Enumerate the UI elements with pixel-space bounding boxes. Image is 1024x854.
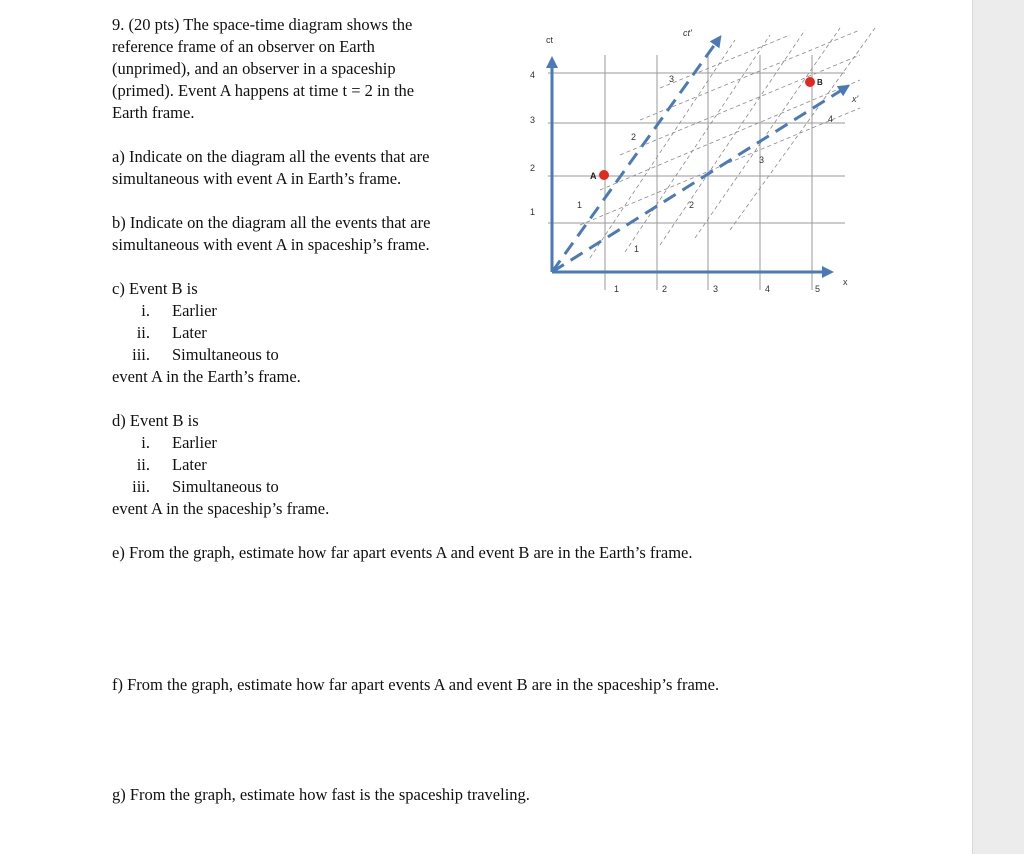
option-numeral: ii. bbox=[136, 323, 150, 342]
primed-grid-line bbox=[695, 28, 840, 238]
option-numeral: i. bbox=[141, 433, 150, 452]
part-d-option-i bbox=[112, 432, 217, 454]
event-b-label: B bbox=[817, 78, 823, 87]
question-line-1: 9. (20 pts) The space-time diagram shows the bbox=[112, 15, 413, 34]
primed-grid-line bbox=[620, 55, 860, 155]
part-b-line-1: b) Indicate on the diagram all the events that are bbox=[112, 213, 431, 232]
option-text: Earlier bbox=[172, 433, 217, 452]
event-a-marker bbox=[599, 170, 609, 180]
x-prime-tick-label: 1 bbox=[634, 244, 640, 254]
part-c-option-iii bbox=[112, 344, 279, 366]
part-c-option-i bbox=[112, 300, 217, 322]
question-line-3: (unprimed), and an observer in a spaceship bbox=[112, 59, 396, 78]
x-tick-label: 1 bbox=[614, 284, 620, 294]
event-a-label: A bbox=[590, 171, 597, 181]
ct-prime-tick-label: 3 bbox=[669, 74, 675, 84]
part-e: e) From the graph, estimate how far apart events A and event B are in the Earth’s frame. bbox=[112, 543, 693, 562]
x-prime-tick-label: 2 bbox=[689, 200, 695, 210]
option-text: Later bbox=[172, 323, 207, 342]
right-sidebar-panel bbox=[972, 0, 1024, 854]
ct-tick-label: 4 bbox=[530, 70, 536, 80]
part-d-tail: event A in the spaceship’s frame. bbox=[112, 499, 330, 518]
x-prime-tick-label: 4 bbox=[828, 114, 834, 124]
x-tick-label: 5 bbox=[815, 284, 821, 294]
ct-prime-tick-label: 2 bbox=[631, 132, 637, 142]
x-prime-tick-label: 3 bbox=[759, 155, 765, 165]
part-c-tail: event A in the Earth’s frame. bbox=[112, 367, 301, 386]
part-g: g) From the graph, estimate how fast is the spaceship traveling. bbox=[112, 785, 530, 804]
x-tick-label: 2 bbox=[662, 284, 668, 294]
option-numeral: ii. bbox=[136, 455, 150, 474]
x-tick-label: 4 bbox=[765, 284, 771, 294]
x-axis-label: x bbox=[843, 277, 848, 287]
x-prime-axis-label: x' bbox=[852, 94, 859, 104]
option-text: Simultaneous to bbox=[172, 345, 279, 364]
part-a-line-1: a) Indicate on the diagram all the events that are bbox=[112, 147, 430, 166]
ct-axis-label: ct bbox=[546, 35, 554, 45]
part-b-line-2: simultaneous with event A in spaceship’s frame. bbox=[112, 235, 430, 254]
part-c-stem: c) Event B is bbox=[112, 279, 198, 298]
event-b-marker bbox=[805, 77, 815, 87]
ct-prime-axis-label: ct' bbox=[683, 28, 692, 38]
spacetime-diagram bbox=[500, 10, 900, 310]
ct-tick-label: 2 bbox=[530, 163, 536, 173]
part-c-option-ii bbox=[112, 322, 207, 344]
option-text: Earlier bbox=[172, 301, 217, 320]
question-line-2: reference frame of an observer on Earth bbox=[112, 37, 375, 56]
ct-prime-tick-label: 1 bbox=[577, 200, 583, 210]
question-line-4: (primed). Event A happens at time t = 2 in the bbox=[112, 81, 415, 100]
primed-grid-line bbox=[660, 35, 790, 88]
part-d-option-ii bbox=[112, 454, 207, 476]
part-a-line-2: simultaneous with event A in Earth’s frame. bbox=[112, 169, 402, 188]
part-d-stem: d) Event B is bbox=[112, 411, 199, 430]
ct-tick-label: 1 bbox=[530, 207, 536, 217]
primed-grid-line bbox=[730, 28, 875, 230]
option-numeral: iii. bbox=[132, 477, 150, 496]
option-numeral: iii. bbox=[132, 345, 150, 364]
part-d-option-iii bbox=[112, 476, 279, 498]
x-tick-label: 3 bbox=[713, 284, 719, 294]
option-text: Later bbox=[172, 455, 207, 474]
option-numeral: i. bbox=[141, 301, 150, 320]
part-f: f) From the graph, estimate how far apart events A and event B are in the spaceship’s frame. bbox=[112, 675, 720, 694]
ct-tick-label: 3 bbox=[530, 115, 536, 125]
primed-grid-line bbox=[660, 30, 805, 245]
primed-grid-line bbox=[600, 80, 860, 190]
option-text: Simultaneous to bbox=[172, 477, 279, 496]
question-line-5: Earth frame. bbox=[112, 103, 195, 122]
